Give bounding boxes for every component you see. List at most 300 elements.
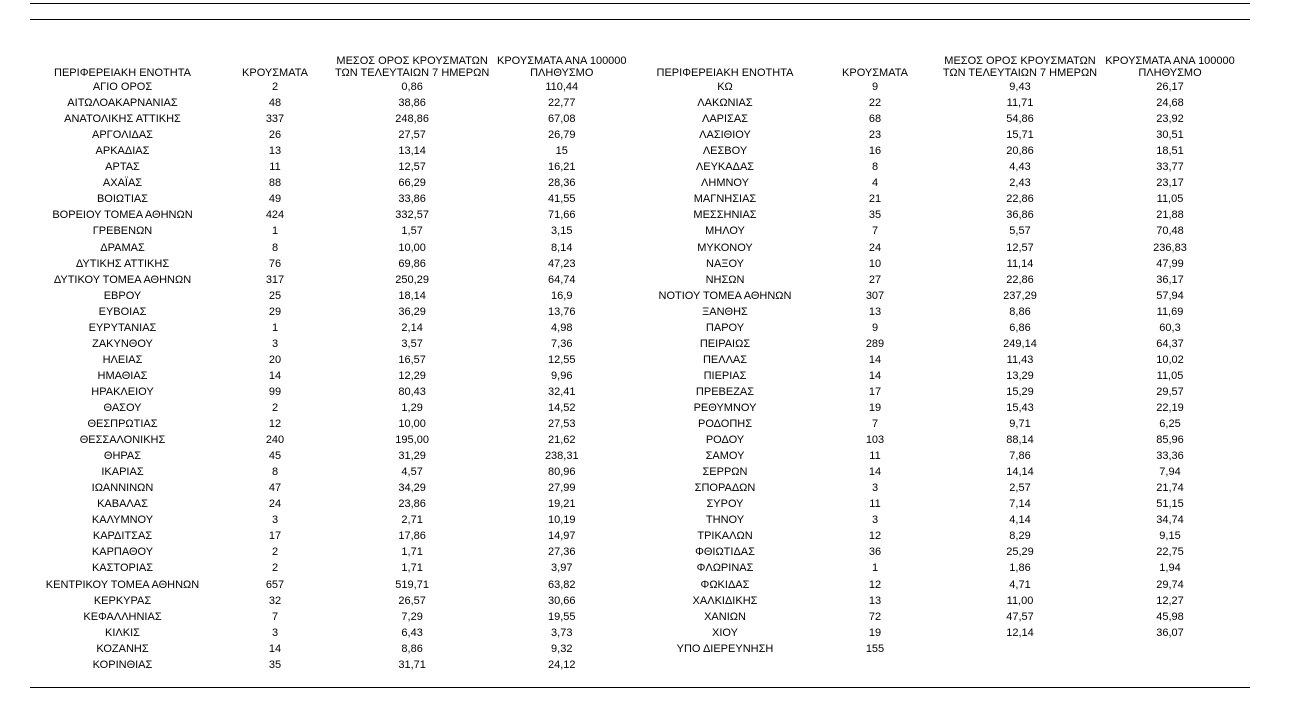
cell-region: ΝΑΞΟΥ: [706, 257, 744, 270]
table-row: [640, 641, 1240, 657]
cell-cases: 7: [271, 610, 279, 623]
cell-per100k: 3,15: [551, 225, 573, 238]
cell-per100k: 80,96: [548, 466, 576, 479]
cell-avg7: 10,00: [398, 241, 426, 254]
cell-avg7: 34,29: [398, 482, 426, 495]
cell-cases: 11: [269, 161, 281, 174]
cell-per100k: 24,12: [548, 658, 576, 671]
cell-avg7: 1,71: [401, 546, 423, 559]
cases-table-left: [30, 48, 634, 673]
cell-cases: 19: [868, 401, 882, 414]
cell-avg7: 11,43: [1006, 353, 1034, 366]
cell-avg7: 6,43: [401, 626, 423, 639]
cell-cases: 240: [265, 434, 285, 447]
col-header-per100k-line2: ΠΛΗΘΥΣΜΟ: [1138, 67, 1202, 79]
cell-region: ΛΑΚΩΝΙΑΣ: [697, 97, 753, 110]
table-row: [640, 288, 1240, 304]
cell-per100k: 30,66: [548, 594, 576, 607]
cell-per100k: 10,02: [1156, 353, 1184, 366]
col-header-per100k: [1100, 48, 1240, 79]
cell-cases: 2: [271, 81, 279, 94]
cell-region: ΠΙΕΡΙΑΣ: [703, 369, 747, 382]
cell-region: ΡΟΔΟΥ: [705, 434, 745, 447]
cell-per100k: 21,88: [1156, 209, 1184, 222]
cell-region: ΑΝΑΤΟΛΙΚΗΣ ΑΤΤΙΚΗΣ: [64, 113, 181, 126]
cell-cases: 14: [868, 466, 882, 479]
cell-per100k: 26,17: [1156, 81, 1184, 94]
table-row: [640, 368, 1240, 384]
cell-cases: 307: [865, 289, 885, 302]
table-row: [30, 544, 634, 560]
cell-per100k: 33,77: [1156, 161, 1184, 174]
cell-cases: 29: [268, 305, 282, 318]
col-header-avg7-line2: ΤΩΝ ΤΕΛΕΥΤΑΙΩΝ 7 ΗΜΕΡΩΝ: [335, 67, 490, 79]
cell-per100k: 19,21: [548, 498, 576, 511]
cell-avg7: 6,86: [1009, 321, 1031, 334]
cell-region: ΘΗΡΑΣ: [103, 450, 142, 463]
col-header-avg7: [940, 48, 1100, 79]
cell-per100k: 67,08: [548, 113, 576, 126]
cell-region: ΑΡΓΟΛΙΔΑΣ: [92, 129, 153, 142]
cell-region: ΗΛΕΙΑΣ: [102, 353, 143, 366]
cell-region: ΗΜΑΘΙΑΣ: [97, 369, 148, 382]
table-row: [30, 352, 634, 368]
cell-region: ΘΕΣΠΡΩΤΙΑΣ: [87, 418, 158, 431]
cell-region: ΠΕΙΡΑΙΩΣ: [699, 337, 751, 350]
cell-region: ΠΕΛΛΑΣ: [702, 353, 748, 366]
cell-region: ΜΑΓΝΗΣΙΑΣ: [693, 193, 757, 206]
cell-region: ΤΗΝΟΥ: [705, 514, 745, 527]
cell-region: ΚΑΒΑΛΑΣ: [97, 498, 148, 511]
cell-cases: 24: [868, 241, 882, 254]
cell-per100k: 21,74: [1156, 482, 1184, 495]
cell-region: ΣΕΡΡΩΝ: [702, 466, 748, 479]
cell-avg7: 9,43: [1009, 81, 1031, 94]
cell-cases: 289: [865, 337, 885, 350]
col-header-cases: ΚΡΟΥΣΜΑΤΑ: [242, 67, 308, 79]
table-row: [30, 641, 634, 657]
cell-cases: 9: [871, 81, 879, 94]
cell-avg7: 248,86: [395, 113, 429, 126]
cell-per100k: 13,76: [548, 305, 576, 318]
cell-cases: 7: [871, 418, 879, 431]
table-row: [30, 512, 634, 528]
cell-per100k: 16,21: [548, 161, 576, 174]
table-row: [30, 625, 634, 641]
table-row: [30, 432, 634, 448]
table-row: [30, 159, 634, 175]
cell-cases: 45: [268, 450, 282, 463]
cell-cases: 3: [271, 337, 279, 350]
cell-cases: 48: [268, 97, 282, 110]
table-row: [30, 272, 634, 288]
cell-cases: 155: [865, 642, 885, 655]
table-row: [640, 79, 1240, 95]
cell-region: ΒΟΙΩΤΙΑΣ: [96, 193, 149, 206]
cell-region: ΚΙΛΚΙΣ: [105, 626, 140, 639]
cell-avg7: 31,29: [398, 450, 426, 463]
cell-region: ΦΘΙΩΤΙΔΑΣ: [695, 546, 755, 559]
table-row: [30, 480, 634, 496]
cell-avg7: 9,71: [1009, 418, 1031, 431]
cell-region: ΜΥΚΟΝΟΥ: [697, 241, 753, 254]
header-rule: [30, 19, 1250, 20]
col-header-region: ΠΕΡΙΦΕΡΕΙΑΚΗ ΕΝΟΤΗΤΑ: [54, 67, 191, 79]
cell-per100k: 19,55: [548, 610, 576, 623]
cell-per100k: 15: [555, 145, 568, 158]
table-row: [640, 159, 1240, 175]
cell-cases: 21: [868, 193, 882, 206]
cell-per100k: 47,23: [548, 257, 576, 270]
table-row: [640, 432, 1240, 448]
cell-avg7: 4,43: [1009, 161, 1031, 174]
cell-region: ΚΕΦΑΛΛΗΝΙΑΣ: [83, 610, 162, 623]
cell-per100k: 14,52: [548, 401, 576, 414]
cell-per100k: 29,57: [1156, 385, 1184, 398]
col-header-per100k: [489, 48, 634, 79]
table-row: [30, 384, 634, 400]
cell-region: ΔΥΤΙΚΗΣ ΑΤΤΙΚΗΣ: [75, 257, 170, 270]
cell-per100k: 22,75: [1156, 546, 1184, 559]
table-row: [640, 448, 1240, 464]
cell-per100k: 7,94: [1159, 466, 1181, 479]
table-row: [30, 560, 634, 576]
cell-region: ΒΟΡΕΙΟΥ ΤΟΜΕΑ ΑΘΗΝΩΝ: [52, 209, 193, 222]
cell-per100k: 4,98: [551, 321, 573, 334]
cell-per100k: 16,9: [551, 289, 573, 302]
cell-avg7: 519,71: [395, 578, 429, 591]
cell-avg7: 66,29: [398, 177, 426, 190]
cell-per100k: 51,15: [1156, 498, 1184, 511]
col-header-avg7: [335, 48, 489, 79]
cell-cases: 13: [868, 305, 882, 318]
cell-cases: 13: [868, 594, 882, 607]
cell-per100k: 9,32: [551, 642, 573, 655]
cell-avg7: 11,14: [1006, 257, 1034, 270]
cell-per100k: 41,55: [548, 193, 576, 206]
cell-per100k: [1100, 641, 1240, 657]
cell-region: ΕΥΒΟΙΑΣ: [98, 305, 147, 318]
table-row: [640, 239, 1240, 255]
table-row: [640, 576, 1240, 592]
cell-region: ΕΥΡΥΤΑΝΙΑΣ: [88, 321, 157, 334]
cell-cases: 22: [868, 97, 882, 110]
table-row: [30, 336, 634, 352]
cell-cases: 3: [271, 514, 279, 527]
table-row: [30, 416, 634, 432]
cell-per100k: 18,51: [1156, 145, 1184, 158]
cell-cases: 3: [271, 626, 279, 639]
table-row: [30, 207, 634, 223]
cases-table-right: [640, 48, 1240, 657]
table-row: [30, 191, 634, 207]
cell-region: ΞΑΝΘΗΣ: [702, 305, 748, 318]
cell-avg7: 1,29: [401, 401, 423, 414]
cell-avg7: 17,86: [398, 530, 426, 543]
cell-region: ΑΓΙΟ ΟΡΟΣ: [92, 81, 153, 94]
cell-cases: 1: [871, 562, 879, 575]
cell-cases: 3: [871, 514, 879, 527]
cell-avg7: [940, 641, 1100, 657]
cell-cases: 72: [868, 610, 882, 623]
cell-avg7: 22,86: [1006, 273, 1034, 286]
cell-per100k: 14,97: [548, 530, 576, 543]
cell-avg7: 8,86: [401, 642, 423, 655]
table-row: [30, 95, 634, 111]
cell-avg7: 47,57: [1006, 610, 1034, 623]
cell-per100k: 85,96: [1156, 434, 1184, 447]
col-header-avg7-line1: ΜΕΣΟΣ ΟΡΟΣ ΚΡΟΥΣΜΑΤΩΝ: [944, 55, 1096, 67]
cell-region: ΚΕΝΤΡΙΚΟΥ ΤΟΜΕΑ ΑΘΗΝΩΝ: [45, 578, 200, 591]
cell-avg7: 80,43: [398, 385, 426, 398]
cell-per100k: 26,79: [548, 129, 576, 142]
cell-avg7: 7,86: [1009, 450, 1031, 463]
table-row: [30, 223, 634, 239]
cell-per100k: 70,48: [1156, 225, 1184, 238]
cell-cases: 8: [871, 161, 879, 174]
cell-region: ΧΑΝΙΩΝ: [704, 610, 746, 623]
cell-per100k: 27,99: [548, 482, 576, 495]
cell-per100k: 36,07: [1156, 626, 1184, 639]
cell-region: ΘΕΣΣΑΛΟΝΙΚΗΣ: [79, 434, 166, 447]
cell-avg7: 1,86: [1009, 562, 1031, 575]
cell-avg7: 22,86: [1006, 193, 1034, 206]
cell-cases: 13: [268, 145, 282, 158]
cell-per100k: 36,17: [1156, 273, 1184, 286]
cell-region: ΚΑΣΤΟΡΙΑΣ: [91, 562, 154, 575]
cell-per100k: 110,44: [545, 81, 579, 94]
cell-avg7: 2,43: [1009, 177, 1031, 190]
cell-avg7: 0,86: [401, 81, 423, 94]
cell-cases: 25: [268, 289, 282, 302]
cell-cases: 76: [268, 257, 282, 270]
cell-region: ΣΠΟΡΑΔΩΝ: [694, 482, 756, 495]
cell-region: ΑΡΤΑΣ: [105, 161, 140, 174]
cell-avg7: 1,57: [401, 225, 423, 238]
cell-cases: 20: [268, 353, 282, 366]
cell-cases: 19: [868, 626, 882, 639]
cell-cases: 317: [265, 273, 285, 286]
cell-region: ΧΙΟΥ: [712, 626, 738, 639]
cell-cases: 49: [268, 193, 282, 206]
table-row: [640, 111, 1240, 127]
table-row: [30, 143, 634, 159]
cell-region: ΥΠΟ ΔΙΕΡΕΥΝΗΣΗ: [676, 642, 774, 655]
cell-per100k: 1,94: [1159, 562, 1181, 575]
table-row: [640, 175, 1240, 191]
cell-region: ΚΑΡΠΑΘΟΥ: [91, 546, 154, 559]
table-row: [640, 609, 1240, 625]
cell-per100k: 47,99: [1156, 257, 1184, 270]
cell-region: ΚΑΡΔΙΤΣΑΣ: [92, 530, 153, 543]
cell-region: ΑΧΑΪΑΣ: [102, 177, 143, 190]
cell-region: ΔΡΑΜΑΣ: [100, 241, 145, 254]
cell-region: ΣΥΡΟΥ: [706, 498, 744, 511]
table-row: [30, 256, 634, 272]
cell-per100k: 3,73: [551, 626, 573, 639]
cell-cases: 8: [271, 241, 279, 254]
cell-region: ΡΕΘΥΜΝΟΥ: [693, 401, 757, 414]
cell-avg7: 4,57: [401, 466, 423, 479]
cell-avg7: 2,71: [401, 514, 423, 527]
cell-avg7: 250,29: [395, 273, 429, 286]
cell-avg7: 8,86: [1009, 305, 1031, 318]
col-header-per100k-line1: ΚΡΟΥΣΜΑΤΑ ΑΝΑ 100000: [496, 55, 627, 67]
cell-cases: 36: [868, 546, 882, 559]
cell-cases: 47: [268, 482, 282, 495]
cell-cases: 1: [271, 321, 279, 334]
cell-per100k: 24,68: [1156, 97, 1184, 110]
cell-avg7: 13,29: [1006, 369, 1034, 382]
cell-avg7: 88,14: [1006, 434, 1034, 447]
cell-cases: 14: [868, 353, 882, 366]
table-row: [30, 448, 634, 464]
cell-avg7: 36,86: [1006, 209, 1034, 222]
table-row: [640, 544, 1240, 560]
cell-avg7: 4,71: [1009, 578, 1031, 591]
table-row: [640, 304, 1240, 320]
col-header-per100k-line2: ΠΛΗΘΥΣΜΟ: [530, 67, 594, 79]
table-row: [30, 239, 634, 255]
cell-cases: 8: [271, 466, 279, 479]
cell-avg7: 11,00: [1006, 594, 1034, 607]
cell-region: ΚΟΡΙΝΘΙΑΣ: [92, 658, 153, 671]
cell-per100k: 27,53: [548, 418, 576, 431]
cell-region: ΙΩΑΝΝΙΝΩΝ: [91, 482, 154, 495]
cell-cases: 4: [871, 177, 879, 190]
bottom-rule: [30, 687, 1250, 688]
cell-region: ΚΑΛΥΜΝΟΥ: [91, 514, 154, 527]
header-row: [640, 48, 1240, 79]
cell-avg7: 4,14: [1009, 514, 1031, 527]
cell-cases: 12: [868, 530, 882, 543]
table-row: [640, 272, 1240, 288]
table-row: [30, 288, 634, 304]
cell-per100k: 23,92: [1156, 113, 1184, 126]
cell-cases: 24: [268, 498, 282, 511]
cell-region: ΦΩΚΙΔΑΣ: [700, 578, 750, 591]
cell-per100k: 30,51: [1156, 129, 1184, 142]
cell-per100k: 12,27: [1156, 594, 1184, 607]
col-header-cases: ΚΡΟΥΣΜΑΤΑ: [842, 67, 908, 79]
cell-cases: 337: [265, 113, 285, 126]
cell-region: ΠΑΡΟΥ: [705, 321, 745, 334]
cell-per100k: 9,15: [1159, 530, 1181, 543]
cell-region: ΛΕΥΚΑΔΑΣ: [695, 161, 755, 174]
cell-cases: 14: [268, 642, 282, 655]
cell-region: ΠΡΕΒΕΖΑΣ: [695, 385, 755, 398]
cell-cases: 2: [271, 401, 279, 414]
cell-cases: 23: [868, 129, 882, 142]
cell-region: ΤΡΙΚΑΛΩΝ: [697, 530, 753, 543]
cell-cases: 17: [268, 530, 282, 543]
cell-avg7: 12,29: [398, 369, 426, 382]
col-header-per100k-line1: ΚΡΟΥΣΜΑΤΑ ΑΝΑ 100000: [1105, 55, 1235, 67]
table-row: [640, 512, 1240, 528]
table-row: [30, 528, 634, 544]
cell-avg7: 2,57: [1009, 482, 1031, 495]
cell-per100k: 57,94: [1156, 289, 1184, 302]
cell-per100k: 21,62: [548, 434, 576, 447]
table-row: [30, 304, 634, 320]
cell-per100k: 45,98: [1156, 610, 1184, 623]
table-row: [640, 528, 1240, 544]
table-row: [640, 593, 1240, 609]
cell-cases: 9: [871, 321, 879, 334]
cell-per100k: 11,05: [1156, 193, 1184, 206]
cell-cases: 14: [268, 369, 282, 382]
cell-per100k: 64,74: [548, 273, 576, 286]
cell-per100k: 9,96: [551, 369, 573, 382]
cell-cases: 424: [265, 209, 285, 222]
cell-cases: 12: [268, 418, 282, 431]
cell-cases: 7: [871, 225, 879, 238]
cell-region: ΝΗΣΩΝ: [705, 273, 745, 286]
table-row: [640, 256, 1240, 272]
cell-region: ΣΑΜΟΥ: [705, 450, 745, 463]
cell-per100k: 8,14: [551, 241, 573, 254]
cell-per100k: 29,74: [1156, 578, 1184, 591]
cell-avg7: 15,29: [1006, 385, 1034, 398]
cell-per100k: 238,31: [544, 450, 579, 463]
cell-region: ΚΩ: [717, 81, 733, 94]
cell-region: ΗΡΑΚΛΕΙΟΥ: [91, 385, 154, 398]
cell-cases: 14: [868, 369, 882, 382]
cell-avg7: 237,29: [1003, 289, 1037, 302]
cell-per100k: 33,36: [1156, 450, 1184, 463]
table-row: [30, 127, 634, 143]
cell-avg7: 12,57: [398, 161, 426, 174]
table-row: [30, 657, 634, 673]
header-row: [30, 48, 634, 79]
cell-cases: 10: [868, 257, 882, 270]
cell-cases: 1: [271, 225, 279, 238]
cell-region: ΛΕΣΒΟΥ: [702, 145, 748, 158]
cell-per100k: 63,82: [548, 578, 576, 591]
table-row: [30, 400, 634, 416]
cell-cases: 88: [268, 177, 282, 190]
cell-region: ΡΟΔΟΠΗΣ: [697, 418, 753, 431]
cell-region: ΑΡΚΑΔΙΑΣ: [95, 145, 150, 158]
table-row: [640, 496, 1240, 512]
cell-avg7: 23,86: [398, 498, 426, 511]
cell-cases: 2: [271, 546, 279, 559]
cell-per100k: 7,36: [551, 337, 573, 350]
table-row: [30, 320, 634, 336]
top-rule: [30, 3, 1250, 4]
cell-avg7: 14,14: [1006, 466, 1034, 479]
cell-avg7: 1,71: [401, 562, 423, 575]
cell-avg7: 3,57: [401, 337, 423, 350]
cell-cases: 35: [868, 209, 882, 222]
table-row: [640, 400, 1240, 416]
cell-per100k: 71,66: [548, 209, 576, 222]
cell-per100k: 3,97: [551, 562, 573, 575]
cell-per100k: 10,19: [548, 514, 576, 527]
cell-cases: 68: [868, 113, 882, 126]
cell-avg7: 69,86: [398, 257, 426, 270]
table-row: [640, 127, 1240, 143]
table-row: [30, 496, 634, 512]
table-row: [640, 320, 1240, 336]
cell-per100k: 22,19: [1156, 401, 1184, 414]
cell-per100k: 28,36: [548, 177, 576, 190]
table-row: [30, 576, 634, 592]
cell-avg7: 26,57: [398, 594, 426, 607]
cell-per100k: 6,25: [1159, 418, 1181, 431]
cell-avg7: 38,86: [398, 97, 426, 110]
cell-cases: 2: [271, 562, 279, 575]
